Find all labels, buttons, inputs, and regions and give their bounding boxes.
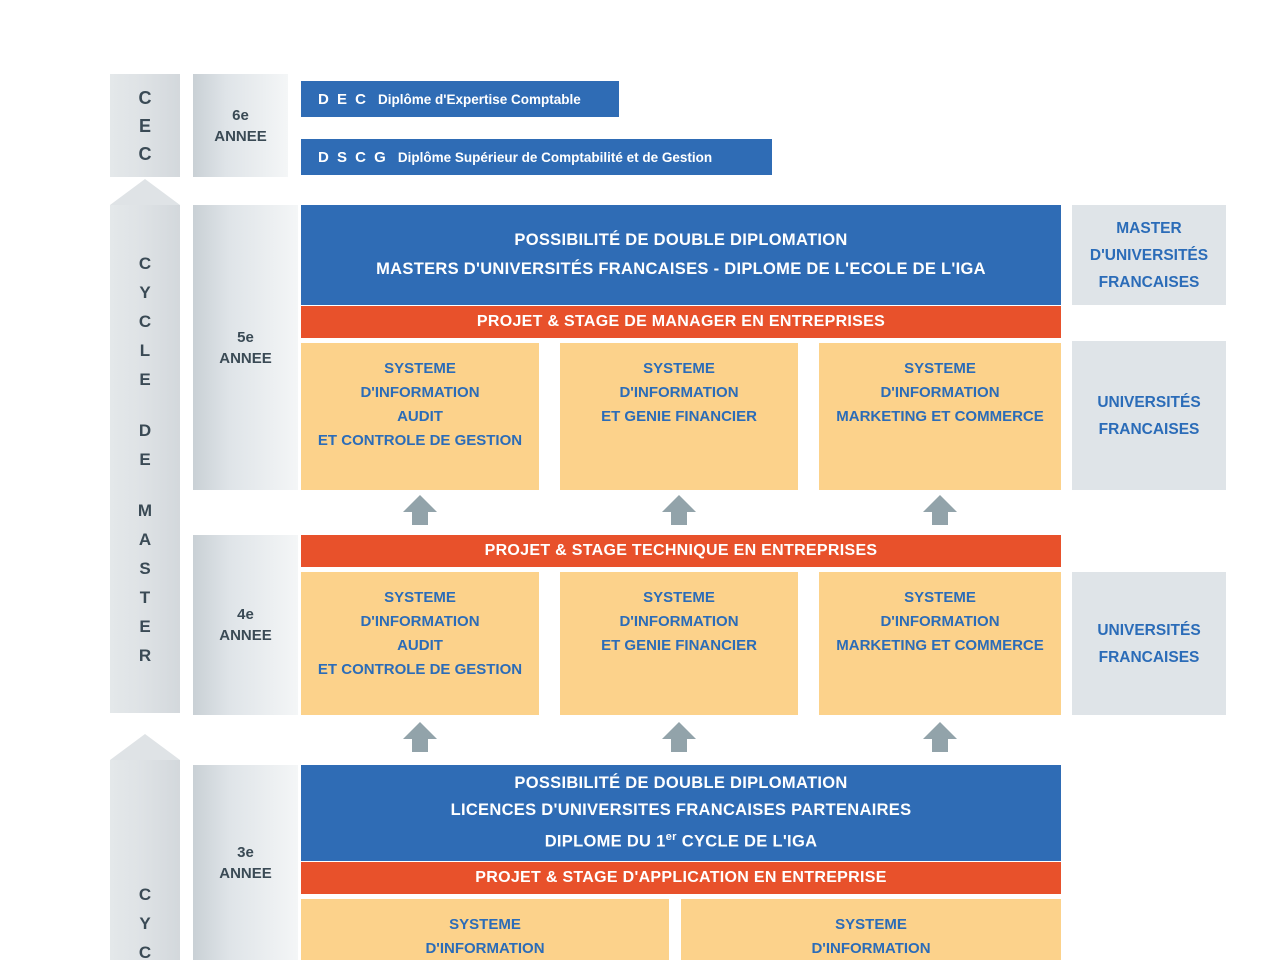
option-line: AUDIT bbox=[397, 637, 443, 654]
double-diplomation-banner-3e bbox=[301, 765, 1061, 861]
flow-arrow-up-icon bbox=[923, 722, 957, 752]
cycle-letter: C bbox=[138, 253, 152, 273]
cycle-letter: D bbox=[138, 420, 152, 440]
option-line: SYSTEME bbox=[904, 589, 976, 606]
diploma-label: Diplôme d'Expertise Comptable bbox=[378, 91, 581, 107]
option-line: D'INFORMATION bbox=[811, 940, 931, 957]
cycle-band-master bbox=[110, 205, 180, 713]
option-line: SYSTEME bbox=[384, 589, 456, 606]
side-box-line: D'UNIVERSITÉS bbox=[1089, 246, 1209, 264]
cycle-letter: C bbox=[138, 87, 152, 108]
stage-label: PROJET & STAGE DE MANAGER EN ENTREPRISES bbox=[476, 313, 886, 330]
option-line: D'INFORMATION bbox=[880, 384, 1000, 401]
flow-arrow-up-icon bbox=[662, 722, 696, 752]
side-box-line: UNIVERSITÉS bbox=[1097, 621, 1201, 639]
banner-line-1: POSSIBILITÉ DE DOUBLE DIPLOMATION bbox=[514, 231, 848, 249]
cycle-letter: L bbox=[139, 340, 151, 360]
year-label: ANNEE bbox=[219, 627, 272, 644]
side-box-line: UNIVERSITÉS bbox=[1097, 393, 1201, 411]
cycle-letter: M bbox=[137, 500, 153, 520]
cycle-letter: E bbox=[138, 115, 151, 136]
cycle-letter: C bbox=[138, 143, 152, 164]
side-box-line: FRANCAISES bbox=[1098, 420, 1200, 438]
banner-line-3-sup: er bbox=[665, 831, 677, 844]
side-box-master-universites bbox=[1072, 205, 1226, 305]
cycle-band-cec bbox=[110, 74, 180, 177]
option-line: D'INFORMATION bbox=[619, 613, 739, 630]
option-line: MARKETING ET COMMERCE bbox=[836, 408, 1044, 425]
year-column-6e bbox=[193, 74, 288, 177]
option-box-5e-genie-financier bbox=[560, 343, 798, 490]
cycle-letter: Y bbox=[139, 914, 151, 933]
banner-line-3-pre: DIPLOME DU 1 bbox=[544, 832, 666, 851]
cycle-letter: A bbox=[138, 529, 152, 549]
option-line: ET CONTROLE DE GESTION bbox=[317, 432, 523, 449]
year-label: ANNEE bbox=[214, 127, 267, 145]
option-line: SYSTEME bbox=[904, 360, 976, 377]
option-line: D'INFORMATION bbox=[425, 940, 545, 957]
cycle-letter: E bbox=[139, 449, 151, 469]
option-line: SYSTEME bbox=[835, 916, 907, 933]
diploma-code: D E C bbox=[318, 90, 369, 108]
cycle-letter: Y bbox=[139, 282, 151, 302]
cycle-letter: C bbox=[138, 943, 152, 962]
year-label: ANNEE bbox=[219, 864, 272, 882]
option-box-5e-marketing bbox=[819, 343, 1061, 490]
side-box-universites-5e bbox=[1072, 341, 1226, 490]
option-line: D'INFORMATION bbox=[880, 613, 1000, 630]
banner-line-2: MASTERS D'UNIVERSITÉS FRANCAISES - DIPLOME DE L'ECOLE DE L'IGA bbox=[376, 260, 986, 278]
option-box-3e-right bbox=[681, 899, 1061, 960]
option-line: AUDIT bbox=[397, 408, 443, 425]
option-line: ET GENIE FINANCIER bbox=[601, 637, 757, 654]
year-number: 6e bbox=[232, 106, 249, 124]
option-line: ET GENIE FINANCIER bbox=[601, 408, 757, 425]
year-label: ANNEE bbox=[219, 349, 272, 367]
cycle-letter: T bbox=[139, 587, 151, 607]
double-diplomation-banner-5e bbox=[301, 205, 1061, 305]
side-box-line: FRANCAISES bbox=[1098, 273, 1200, 291]
stage-label: PROJET & STAGE D'APPLICATION EN ENTREPRISE bbox=[475, 869, 887, 886]
option-box-4e-audit bbox=[301, 572, 539, 715]
year-column-5e bbox=[193, 205, 298, 490]
stage-bar-5e bbox=[301, 306, 1061, 338]
cycle-letter: R bbox=[138, 645, 152, 665]
option-box-4e-genie-financier bbox=[560, 572, 798, 715]
side-box-line: MASTER bbox=[1116, 219, 1182, 237]
option-line: MARKETING ET COMMERCE bbox=[836, 637, 1044, 654]
option-box-4e-marketing bbox=[819, 572, 1061, 715]
flow-arrow-up-icon bbox=[923, 495, 957, 525]
stage-bar-4e bbox=[301, 535, 1061, 567]
option-line: D'INFORMATION bbox=[360, 613, 480, 630]
cycle-letter: C bbox=[138, 311, 152, 331]
year-number: 4e bbox=[237, 606, 254, 623]
cycle-letter: E bbox=[139, 616, 151, 636]
side-box-universites-4e bbox=[1072, 572, 1226, 715]
option-line: SYSTEME bbox=[643, 589, 715, 606]
banner-line-3-post: CYCLE DE L'IGA bbox=[676, 832, 818, 851]
banner-line-3 bbox=[545, 824, 818, 856]
option-box-3e-left bbox=[301, 899, 669, 960]
option-line: D'INFORMATION bbox=[619, 384, 739, 401]
stage-bar-3e bbox=[301, 862, 1061, 894]
option-box-5e-audit bbox=[301, 343, 539, 490]
side-box-line: FRANCAISES bbox=[1098, 648, 1200, 666]
banner-line-2: LICENCES D'UNIVERSITES FRANCAISES PARTENAIRES bbox=[450, 801, 912, 820]
cycle-letter: C bbox=[138, 885, 152, 904]
diploma-pill-dec bbox=[301, 81, 619, 117]
flow-arrow-up-icon bbox=[403, 495, 437, 525]
flow-arrow-up-icon bbox=[662, 495, 696, 525]
option-line: SYSTEME bbox=[384, 360, 456, 377]
year-column-3e bbox=[193, 765, 298, 960]
flow-arrow-up-icon bbox=[403, 722, 437, 752]
year-number: 5e bbox=[237, 328, 254, 346]
banner-line-1: POSSIBILITÉ DE DOUBLE DIPLOMATION bbox=[514, 774, 848, 793]
cycle-letter: S bbox=[139, 558, 151, 578]
diploma-label: Diplôme Supérieur de Comptabilité et de Gestion bbox=[397, 149, 713, 165]
option-line: D'INFORMATION bbox=[360, 384, 480, 401]
year-number: 3e bbox=[237, 843, 254, 861]
option-line: SYSTEME bbox=[643, 360, 715, 377]
diploma-pill-dscg bbox=[301, 139, 772, 175]
year-column-4e bbox=[193, 535, 298, 715]
stage-label: PROJET & STAGE TECHNIQUE EN ENTREPRISES bbox=[484, 542, 878, 559]
cycle-letter: E bbox=[139, 369, 151, 389]
diploma-code: D S C G bbox=[318, 148, 388, 166]
cycle-band-premier-cycle bbox=[110, 760, 180, 960]
option-line: SYSTEME bbox=[449, 916, 521, 933]
option-line: ET CONTROLE DE GESTION bbox=[317, 661, 523, 678]
